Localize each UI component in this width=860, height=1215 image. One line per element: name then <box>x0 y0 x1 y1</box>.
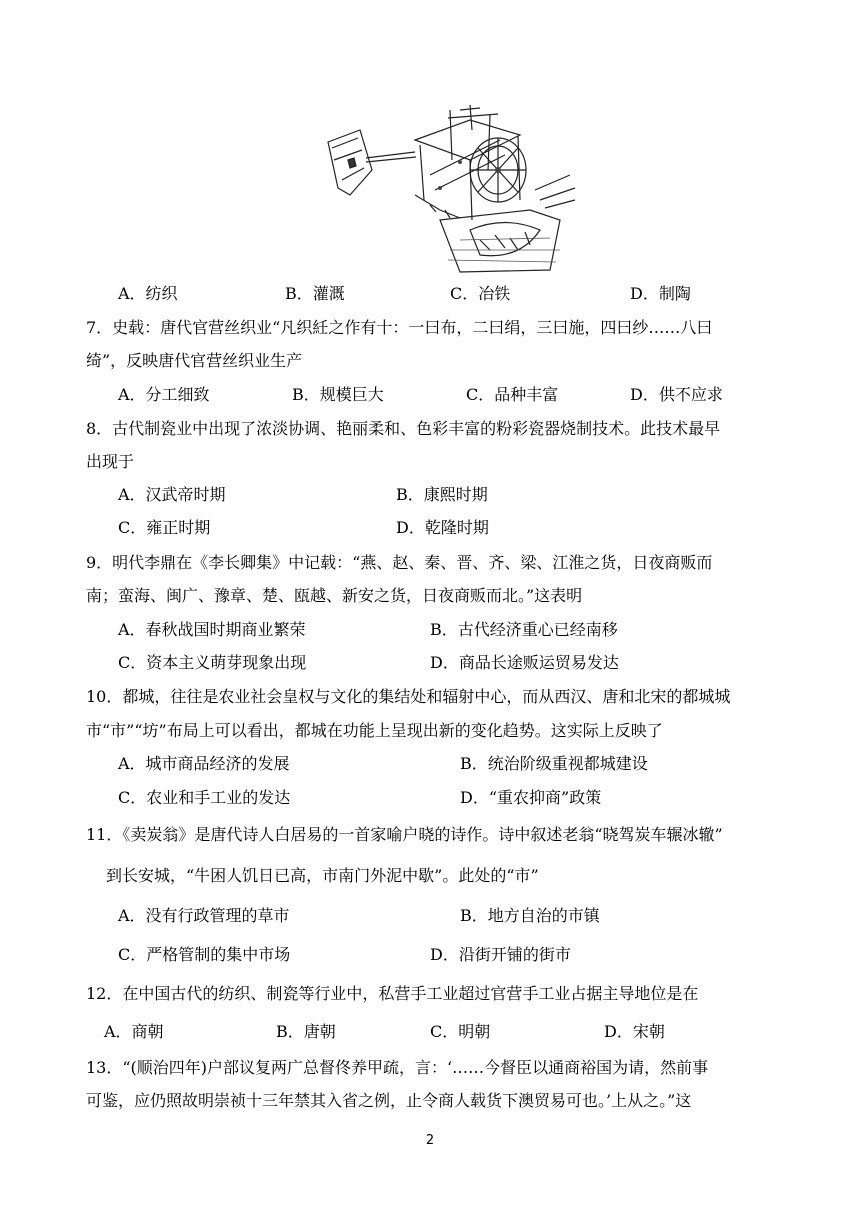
q12-option-d: D．宋朝 <box>604 1022 665 1041</box>
q10-stem-line-1: 10．都城，往往是农业社会皇权与文化的集结处和辐射中心，而从西汉、唐和北宋的都城城 <box>86 687 731 706</box>
q11-stem-line-1: 11．《卖炭翁》是唐代诗人白居易的一首家喻户晓的诗作。诗中叙述老翁“晓驾炭车辗冰辙” <box>86 825 723 844</box>
ancient-machine-illustration <box>320 100 578 275</box>
q8-option-d: D．乾隆时期 <box>396 518 489 537</box>
page-number: 2 <box>425 1133 435 1148</box>
q11-stem-line-2: 到长安城，“牛困人饥日已高，市南门外泥中歇”。此处的“市” <box>106 866 539 885</box>
q7-option-c: C．品种丰富 <box>466 385 559 404</box>
q7-option-d: D．供不应求 <box>630 385 723 404</box>
q9-stem-line-1: 9．明代李鼎在《李长卿集》中记载：“燕、赵、秦、晋、齐、梁、江淮之货，日夜商贩而 <box>86 553 713 572</box>
q12-option-c: C．明朝 <box>430 1022 491 1041</box>
q9-option-c: C．资本主义萌芽现象出现 <box>118 653 307 672</box>
q6-option-d: D．制陶 <box>630 284 691 303</box>
q10-option-c: C．农业和手工业的发达 <box>118 788 291 807</box>
q11-option-b: B．地方自治的市镇 <box>460 906 600 925</box>
q6-option-b: B．灌溉 <box>285 284 345 303</box>
q6-option-c: C．冶铁 <box>450 284 511 303</box>
q10-option-a: A．城市商品经济的发展 <box>118 754 290 773</box>
q8-stem-line-1: 8．古代制瓷业中出现了浓淡协调、艳丽柔和、色彩丰富的粉彩瓷器烧制技术。此技术最早 <box>86 419 721 438</box>
q8-option-c: C．雍正时期 <box>118 518 211 537</box>
q7-stem-line-1: 7．史载：唐代官营丝织业“凡织紝之作有十：一曰布，二曰绢，三曰施，四曰纱……八曰 <box>86 318 713 337</box>
q8-option-b: B．康熙时期 <box>396 485 488 504</box>
q10-stem-line-2: 市“市”“坊”布局上可以看出，都城在功能上呈现出新的变化趋势。这实际上反映了 <box>86 721 663 740</box>
q8-option-a: A．汉武帝时期 <box>118 485 226 504</box>
q12-option-a: A．商朝 <box>104 1022 164 1041</box>
q9-option-b: B．古代经济重心已经南移 <box>430 620 618 639</box>
q9-stem-line-2: 南；蛮海、闽广、豫章、楚、瓯越、新安之货，日夜商贩而北。”这表明 <box>86 586 583 605</box>
q11-option-a: A．没有行政管理的草市 <box>118 906 290 925</box>
q9-option-d: D．商品长途贩运贸易发达 <box>430 653 619 672</box>
q7-option-b: B．规模巨大 <box>292 385 384 404</box>
q11-option-c: C．严格管制的集中市场 <box>118 945 291 964</box>
q10-option-d: D．“重农抑商”政策 <box>460 788 602 807</box>
q12-option-b: B．唐朝 <box>276 1022 336 1041</box>
q11-option-d: D．沿街开铺的街市 <box>430 945 571 964</box>
q8-stem-line-2: 出现于 <box>86 452 135 471</box>
q9-option-a: A．春秋战国时期商业繁荣 <box>118 620 306 639</box>
q12-stem-line-1: 12．在中国古代的纺织、制瓷等行业中，私营手工业超过官营手工业占据主导地位是在 <box>86 984 699 1003</box>
q13-stem-line-2: 可鉴，应仍照故明崇祯十三年禁其入省之例，止令商人载货下澳贸易可也。’上从之。”这 <box>86 1091 692 1110</box>
q6-option-a: A．纺织 <box>118 284 178 303</box>
q7-stem-line-2: 绮”，反映唐代官营丝织业生产 <box>86 351 303 370</box>
q7-option-a: A．分工细致 <box>118 385 210 404</box>
q13-stem-line-1: 13．“(顺治四年)户部议复两广总督佟养甲疏，言：‘……今督臣以通商裕国为请，然前事 <box>86 1058 709 1077</box>
q10-option-b: B．统治阶级重视都城建设 <box>460 754 648 773</box>
